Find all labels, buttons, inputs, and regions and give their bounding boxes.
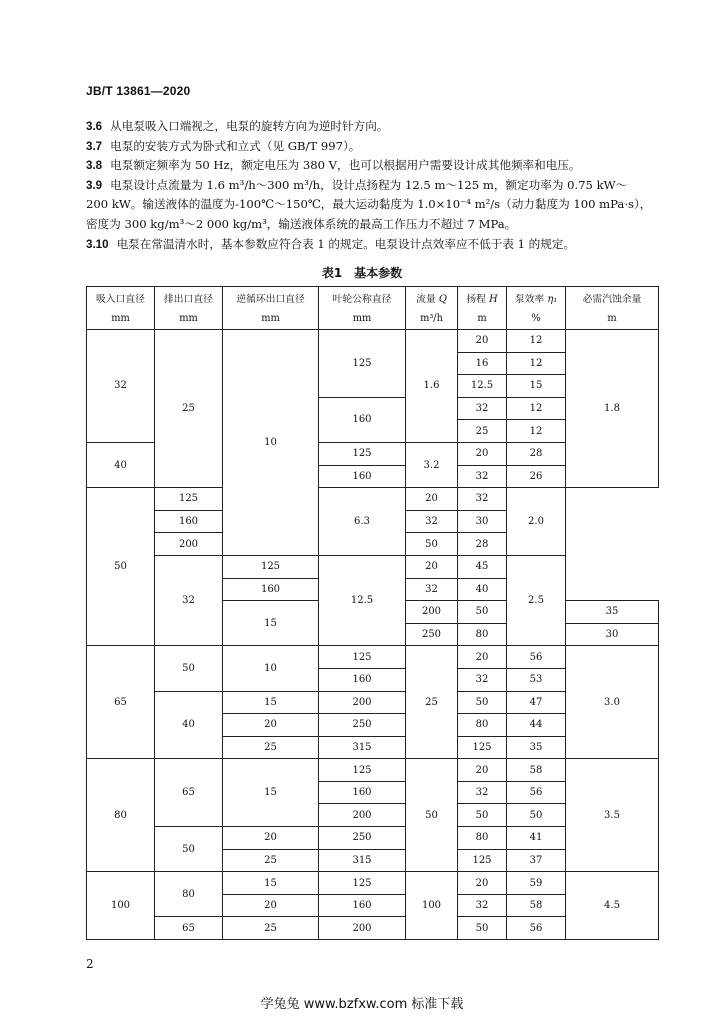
table-cell: 30 (566, 623, 659, 646)
table-cell: 3.0 (566, 646, 659, 759)
table-cell: 20 (458, 442, 507, 465)
table-cell: 100 (87, 872, 155, 940)
table-cell: 15 (223, 601, 319, 646)
column-header: 泵效率 η₁ (507, 287, 566, 309)
table-cell: 125 (319, 330, 406, 398)
table-caption: 基本参数 (354, 266, 403, 280)
clause-3-8 (86, 156, 666, 176)
table-cell: 50 (458, 601, 507, 624)
table-cell: 12.5 (458, 375, 507, 398)
clause-text: 电泵额定频率为 50 Hz，额定电压为 380 V，也可以根据用户需要设计成其他频率和电压。 (110, 158, 581, 173)
column-unit: m (566, 308, 659, 330)
table-cell: 58 (507, 894, 566, 917)
table-cell: 50 (458, 691, 507, 714)
table-number: 表1 (321, 266, 343, 280)
table-cell: 40 (87, 442, 155, 487)
page-number: 2 (86, 957, 94, 971)
table-cell: 4.5 (566, 872, 659, 940)
clause-3-10 (86, 235, 666, 255)
table-cell: 35 (507, 736, 566, 759)
table-cell: 58 (507, 759, 566, 782)
table-cell: 25 (223, 736, 319, 759)
clause-3-9-continuation: 200 kW。输送液体的温度为-100℃～150℃，最大运动黏度为 1.0×10⁻⁴ m²/s（动力黏度为 100 mPa·s）， (86, 197, 652, 212)
table-cell: 25 (458, 420, 507, 443)
clause-number: 3.9 (86, 178, 103, 192)
column-unit: % (507, 308, 566, 330)
table-cell: 250 (406, 623, 458, 646)
table-cell: 250 (319, 827, 406, 850)
table-cell: 200 (319, 917, 406, 940)
table-cell: 26 (507, 465, 566, 488)
table-cell: 50 (155, 827, 223, 872)
table-cell: 65 (155, 759, 223, 827)
table-cell: 80 (458, 714, 507, 737)
column-header: 必需汽蚀余量 (566, 287, 659, 309)
clause-number: 3.7 (86, 139, 103, 153)
table-cell: 250 (319, 714, 406, 737)
column-header: 排出口直径 (155, 287, 223, 309)
table-cell: 20 (223, 714, 319, 737)
column-unit: mm (87, 308, 155, 330)
column-unit: mm (319, 308, 406, 330)
table-cell: 12.5 (319, 555, 406, 645)
table-cell: 20 (458, 646, 507, 669)
table-row (87, 555, 659, 578)
table-cell: 6.3 (319, 488, 406, 556)
column-unit: m (458, 308, 507, 330)
clause-text: 从电泵吸入口端视之，电泵的旋转方向为逆时针方向。 (110, 119, 389, 133)
table-cell: 15 (507, 375, 566, 398)
column-header: 逆循环出口直径 (223, 287, 319, 309)
table-cell: 32 (458, 781, 507, 804)
table-cell: 1.8 (566, 330, 659, 488)
table-cell: 32 (458, 465, 507, 488)
table-cell: 32 (155, 555, 223, 645)
table-cell: 50 (507, 804, 566, 827)
table-cell: 80 (458, 623, 507, 646)
table-cell: 56 (507, 917, 566, 940)
clause-text: 电泵的安装方式为卧式和立式（见 GB/T 997）。 (110, 138, 361, 153)
table-cell: 200 (406, 601, 458, 624)
table-cell: 20 (406, 555, 458, 578)
table-cell: 50 (406, 759, 458, 872)
table-cell: 2.0 (507, 488, 566, 556)
column-unit: mm (223, 308, 319, 330)
table-cell: 32 (458, 397, 507, 420)
table-cell: 50 (458, 917, 507, 940)
table-cell: 12 (507, 397, 566, 420)
clause-text: 电泵设计点流量为 1.6 m³/h～300 m³/h，设计点扬程为 12.5 m～125 m，额定功率为 0.75 kW～ (110, 177, 628, 192)
table-cell: 160 (319, 465, 406, 488)
table-cell: 200 (319, 691, 406, 714)
clause-number: 3.8 (86, 159, 103, 173)
table-cell: 15 (223, 759, 319, 827)
clause-number: 3.10 (86, 237, 109, 251)
table-row (87, 872, 659, 895)
table-cell: 3.5 (566, 759, 659, 872)
table-cell: 20 (406, 488, 458, 511)
table-cell: 28 (458, 533, 507, 556)
table-cell: 56 (507, 781, 566, 804)
table-cell: 12 (507, 330, 566, 353)
table-cell: 160 (319, 668, 406, 691)
table-cell: 56 (507, 646, 566, 669)
table-cell: 25 (223, 849, 319, 872)
table-cell: 25 (223, 917, 319, 940)
clause-3-7 (86, 137, 666, 157)
table-cell: 12 (507, 420, 566, 443)
table-cell: 160 (223, 578, 319, 601)
column-unit: mm (155, 308, 223, 330)
column-header: 吸入口直径 (87, 287, 155, 309)
header-row-units (87, 308, 659, 330)
table-cell: 37 (507, 849, 566, 872)
clause-3-6 (86, 117, 666, 137)
table-cell: 125 (319, 759, 406, 782)
table-cell: 200 (155, 533, 223, 556)
table-cell: 32 (87, 330, 155, 443)
table-cell: 160 (319, 397, 406, 442)
clause-3-9 (86, 176, 666, 196)
table-row (87, 330, 659, 353)
table-title (0, 264, 724, 281)
table-cell: 80 (458, 827, 507, 850)
table-cell: 80 (87, 759, 155, 872)
table-cell: 80 (155, 872, 223, 917)
table-cell: 125 (319, 646, 406, 669)
table-cell: 10 (223, 330, 319, 556)
table-cell: 125 (458, 736, 507, 759)
table-cell: 1.6 (406, 330, 458, 443)
table-cell: 125 (319, 442, 406, 465)
header-row-names (87, 287, 659, 309)
table-cell: 44 (507, 714, 566, 737)
basic-parameters-table (86, 286, 659, 940)
table-cell: 315 (319, 849, 406, 872)
footer-watermark: 学兔兔 www.bzfxw.com 标准下载 (260, 997, 464, 1012)
table-cell: 15 (223, 691, 319, 714)
clause-number: 3.6 (86, 120, 103, 133)
table-cell: 160 (319, 894, 406, 917)
table-cell: 10 (223, 646, 319, 691)
table-cell: 53 (507, 668, 566, 691)
table-cell: 25 (406, 646, 458, 759)
table-cell: 20 (223, 827, 319, 850)
table-cell: 16 (458, 352, 507, 375)
table-cell: 32 (458, 894, 507, 917)
standard-code: JB/T 13861—2020 (86, 84, 191, 98)
table-cell: 20 (223, 894, 319, 917)
table-cell: 50 (155, 646, 223, 691)
table-cell: 30 (458, 510, 507, 533)
table-cell: 2.5 (507, 555, 566, 645)
table-cell: 32 (458, 488, 507, 511)
column-header: 流量 Q (406, 287, 458, 309)
table-cell: 125 (458, 849, 507, 872)
table-cell: 125 (319, 872, 406, 895)
table-cell: 125 (223, 555, 319, 578)
table-cell: 3.2 (406, 442, 458, 487)
table-cell: 160 (319, 781, 406, 804)
table-cell: 315 (319, 736, 406, 759)
table-cell: 28 (507, 442, 566, 465)
table-cell: 200 (319, 804, 406, 827)
table-cell: 100 (406, 872, 458, 940)
column-unit: m³/h (406, 308, 458, 330)
table-cell: 65 (155, 917, 223, 940)
clause-text: 电泵在常温清水时，基本参数应符合表 1 的规定。电泵设计点效率应不低于表 1 的规定。 (116, 236, 576, 251)
table-cell: 50 (406, 533, 458, 556)
column-header: 叶轮公称直径 (319, 287, 406, 309)
table-cell: 41 (507, 827, 566, 850)
table-cell: 15 (223, 872, 319, 895)
table-cell: 12 (507, 352, 566, 375)
table-body (87, 330, 659, 940)
table-row (87, 646, 659, 669)
table-cell: 35 (566, 601, 659, 624)
table-row (87, 759, 659, 782)
table-cell: 50 (87, 488, 155, 646)
table-cell: 20 (458, 872, 507, 895)
table-cell: 20 (458, 330, 507, 353)
clause-3-9-continuation: 密度为 300 kg/m³～2 000 kg/m³，输送液体系统的最高工作压力不超过 7 MPa。 (86, 216, 517, 231)
table-cell: 32 (406, 578, 458, 601)
table-cell: 40 (458, 578, 507, 601)
table-cell: 25 (155, 330, 223, 488)
clause-list (86, 117, 666, 254)
table-cell: 40 (155, 691, 223, 759)
table-cell: 45 (458, 555, 507, 578)
table-cell: 32 (458, 668, 507, 691)
table-cell: 50 (458, 804, 507, 827)
column-header: 扬程 H (458, 287, 507, 309)
table-cell: 20 (458, 759, 507, 782)
table-cell: 32 (406, 510, 458, 533)
table-cell: 65 (87, 646, 155, 759)
table-row (87, 488, 659, 511)
table-cell: 160 (155, 510, 223, 533)
table-cell: 125 (155, 488, 223, 511)
table-cell: 59 (507, 872, 566, 895)
table-cell: 47 (507, 691, 566, 714)
